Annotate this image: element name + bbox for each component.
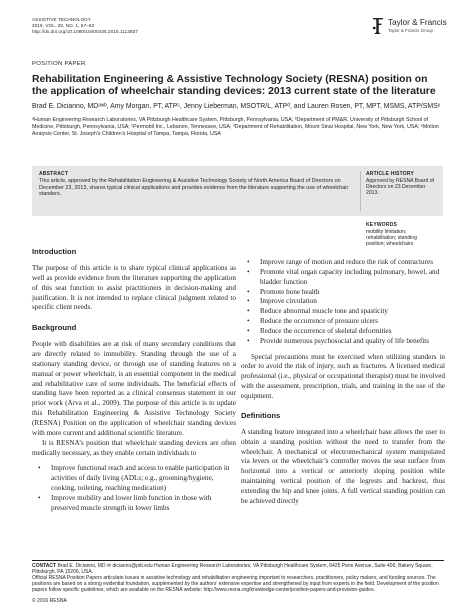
keyword-item: rehabilitation; standing <box>366 234 417 241</box>
list-item: • Improve circulation <box>241 297 445 307</box>
article-history-heading: ARTICLE HISTORY <box>366 171 415 177</box>
keywords-heading: KEYWORDS <box>366 222 398 228</box>
special-precautions-text: Special precautions must be exercised when utilizing standers in order to avoid the risk of injury, such as fractures. A licensed medical professional (i.e., physical or occupational therapist) must be involved with the assessment, prescription, trials, and training in the use of the equipment. <box>241 352 445 400</box>
copyright: © 2016 RESNA <box>32 598 67 604</box>
publisher-group: Taylor & Francis Group <box>388 28 433 33</box>
keywords-list <box>366 229 444 248</box>
list-item: • Reduce the occurrence of skeletal deformities <box>241 327 445 337</box>
article-history-text: Approved by RESNA Board of Directors on 23 December 2013. <box>366 177 434 196</box>
abstract-text: This article, approved by the Rehabilitation Engineering & Assistive Technology Society of North America Board of Directors on December 23, 2013, shares typical clinical applications and provides evidence from the literature supporting the use of wheelchair standers. <box>39 178 349 198</box>
publisher-name: Taylor & Francis <box>388 18 447 27</box>
contact-text: Brad E. Dicianno, MD ✉ dicianno@pitt.edu Human Engineering Research Laboratories, VA Pittsburgh Healthcare System, 6425 Penn Avenue, Suite 400, Bakery Square, Pittsburgh, PA 15206, USA. <box>32 563 433 576</box>
official-statement: Official RESNA Position Papers articulate issues in assistive technology and rehabilitation engineering important to researchers, practitioners, policy makers, and funding sources. The positions are based on a strong evidential foundation, supplemented by the authors’ extensive expertise and strengthened by input from experts in the field. Development of the position papers follow specific guidelines, which are available on the RESNA website: http://www.resna.org/knowledge-center/position-papers-and-provision-guides. <box>32 575 439 594</box>
abstract-box <box>32 166 443 216</box>
left-column <box>32 247 236 514</box>
background-paragraph-1: People with disabilities are at risk of many secondary conditions that are directly related to immobility. Standing through the use of a stationary standing device, or through use of standing features on a manual or power wheelchair, is an essential component in the medical and rehabilitative care of some individuals. The beneficial effects of standing have been reported as a clinical consensus statement in our prior work (Arva et al., 2009). The purpose of this article is to update this Rehabilitation Engineering & Assistive Technology Society (RESNA) Position on the application of wheelchair standing devices with more current and additional scientific literature. <box>32 340 236 437</box>
list-item: • Reduce the occurrence of pressure ulcers <box>241 317 445 327</box>
list-item: • Improve mobility and lower limb function in those with preserved muscle strength in lower limbs <box>32 494 236 514</box>
benefits-list-right <box>241 258 445 347</box>
list-item: • Improve functional reach and access to enable participation in activities of daily living (ADLs; e.g., grooming/hygiene, cooking, toileting, reaching medication) <box>32 464 236 494</box>
journal-doi[interactable]: http://dx.doi.org/10.1080/10400435.2015.1113837 <box>32 29 138 34</box>
taylor-francis-logo-icon <box>371 17 385 34</box>
journal-name: ASSISTIVE TECHNOLOGY <box>32 17 92 22</box>
keyword-item: mobility limitation; <box>366 228 407 235</box>
journal-citation: 2016, VOL. 28, NO. 1, 57–62 <box>32 23 95 28</box>
list-item: • Reduce abnormal muscle tone and spasticity <box>241 307 445 317</box>
publisher-logo <box>371 16 447 38</box>
background-paragraph-2: It is RESNA’s position that wheelchair standing devices are often medically necessary, as they enable certain individuals to <box>32 438 236 457</box>
affiliations: ᵃHuman Engineering Research Laboratories, VA Pittsburgh Healthcare System, Pittsburgh, Pennsylvania, USA; ᵇDepartment of PM&R, University of Pittsburgh School of Medicine, Pittsburgh, Pennsylvania, USA; ᶜPermobil Inc., Lebanon, Tennessee, USA; ᵈDepartment of Rehabilitation, Mount Sinai Hospital, New York, New York, USA; ᵉMotion Analysis Center, St. Joseph’s Children’s Hospital of Tampa, Tampa, Florida, USA <box>32 117 439 138</box>
list-item: • Improve range of motion and reduce the risk of contractures <box>241 258 445 268</box>
abstract-divider <box>360 171 361 211</box>
background-heading: Background <box>32 323 77 333</box>
list-item: • Promote bone health <box>241 288 445 298</box>
abstract-heading: ABSTRACT <box>39 171 69 177</box>
introduction-heading: Introduction <box>32 247 77 256</box>
paper-title: Rehabilitation Engineering & Assistive Technology Society (RESNA) position on the application of wheelchair standing devices: 2013 current state of the literature <box>32 74 436 98</box>
right-column <box>241 258 445 507</box>
keyword-item: position; wheelchairs <box>366 240 414 247</box>
section-label: POSITION PAPER <box>32 61 86 67</box>
benefits-list-left <box>32 464 236 513</box>
footnote-divider <box>32 560 444 561</box>
introduction-text: The purpose of this article is to share typical clinical applications as well as provide evidence from the literature supporting the application of this seat function to assist practitioners in decision-making and justification. It is not intended to replace clinical judgment related to specific client needs. <box>32 264 236 312</box>
journal-meta <box>32 17 138 35</box>
list-item: • Promote vital organ capacity including pulmonary, bowel, and bladder function <box>241 268 445 288</box>
definitions-heading: Definitions <box>241 410 281 420</box>
contact-footnote <box>32 563 444 593</box>
definitions-text: A standing feature integrated into a wheelchair base allows the user to obtain a standing position without the need to transfer from the wheelchair. A mechanical or electromechanical system manipulated via levers or the wheelchair’s controller moves the seat surface from horizontal into a vertical or anteriorly sloping position while maintaining vertical position of the legrests and backrest, thus extending the hip and knee joints. A full vertical standing position can be achieved directly <box>241 427 445 505</box>
list-item: • Provide numerous psychosocial and quality of life benefits <box>241 337 445 347</box>
contact-label: CONTACT <box>32 563 57 569</box>
author-list: Brad E. Dicianno, MDᵃʷᵇ, Amy Morgan, PT, ATPᶜ, Jenny Lieberman, MSOTR/L, ATPᵈ, and Lauren Rosen, PT, MPT, MSMS, ATP/SMSᵉ <box>32 103 441 110</box>
